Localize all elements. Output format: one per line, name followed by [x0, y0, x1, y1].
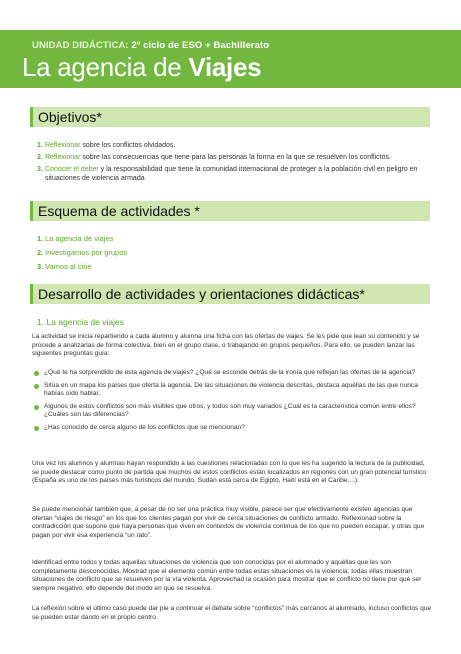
body-paragraph: Identificad entre todos y todas aquellas situaciones de violencia que son conocidas por el alumnado y aquéllas que les son completamente desconocidas. Mostrad que el elemento común entre todas estas situaciones es la violencia; todas ellas muestran situaciones de conflicto que se resuelven por la vía violenta. Aprovechad la ocasión para mostrar que el conflicto no tiene por qué ser siempre negativo; ello depende del modo en que se resuelva. — [32, 559, 422, 592]
activity-subheading: 1. La agencia de viajes — [37, 317, 124, 327]
bullet-dot-icon — [34, 426, 39, 431]
unit-banner — [0, 30, 461, 88]
body-paragraph: Se puede mencionar también que, a pesar de no ser una práctica muy visible, parece ser que efectivamente existen agencias que ofertan “viajes de riesgo” en los que los clientes pagan por vivir de cerca situaciones de conflicto armado. Reflexionad sobre la contradicción que supone que haya personas que viven en contextos de violencia continua de los que no pueden escapar, y otras que pagan por vivir esa experiencia “un rato”. — [32, 506, 425, 539]
unit-subtitle: UNIDAD DIDÁCTICA: 2º ciclo de ESO + Bachillerato — [32, 40, 270, 51]
page-title: La agencia de Viajes — [22, 52, 262, 82]
list-item: Algunos de estos conflictos son más visibles que otros, y todos son muy variados ¿Cuál es la característica común entre ellos? ¿Cuáles son las diferencias? — [32, 403, 432, 420]
objetivos-list — [37, 141, 437, 186]
body-paragraph: La reflexión sobre el último caso puede dar pie a continuar el debate sobre “conflictos” más cercanos al alumnado, incluso conflictos que se pueden estar dando en el propio centro. — [32, 605, 432, 621]
esquema-list — [37, 234, 437, 276]
list-item: 1. Reflexionar sobre los conflictos olvidados. — [37, 142, 176, 149]
list-item: ¿Has conocido de cerca alguno de los conflictos que se mencionan? — [32, 424, 432, 433]
intro-paragraph: La actividad se inicia repartiendo a cada alumno y alumna una ficha con las ofertas de viajes. Se les pide que lean su contenido y se procede a analizarlas de forma colectiva, bien en el grupo clase, o trabajando en grupos pequeños. Para ello, se pueden lanzar las siguientes preguntas guía: — [32, 333, 420, 358]
section-desarrollo-header — [30, 284, 430, 304]
list-item: 3. Conocer el deber y la responsabilidad que tiene la comunidad internacional de proteger a la población civil en peligro en situaciones de violencia armada — [37, 166, 418, 182]
section-heading: Desarrollo de actividades y orientaciones didácticas* — [38, 286, 365, 302]
section-objetivos-header — [30, 107, 430, 127]
bullet-dot-icon — [34, 371, 39, 376]
list-item: 2. Reflexionar sobre las consecuencias que tiene para las personas la forma en la que se resuelven los conflictos. — [37, 154, 391, 161]
bullet-dot-icon — [34, 384, 39, 389]
section-esquema-header — [30, 201, 430, 221]
list-item: 2. Investigamos por grupos — [37, 248, 128, 257]
section-heading: Objetivos* — [38, 109, 102, 125]
bullet-dot-icon — [34, 405, 39, 410]
list-item: 1. La agencia de viajes — [37, 234, 114, 243]
body-paragraph: Una vez los alumnos y alumnas hayan respondido a las cuestiones relacionadas con lo que les ha sugerido la lectura de la publicidad, se puede destacar como punto de partida que muchos de estos conflictos están localizados en regiones con un gran potencial turístico (España es uno de los países más turísticos del mundo, Sudán está cerca de Egipto, Haití está en el Caribe,...). — [32, 460, 427, 485]
list-item: ¿Qué te ha sorprendido de esta agencia de viajes? ¿Qué se esconde detrás de la ironía que reflejan las ofertas de la agencia? — [32, 369, 432, 378]
guide-questions-list — [32, 369, 432, 437]
list-item: 3. Vamos al cine — [37, 262, 92, 271]
section-heading: Esquema de actividades * — [38, 203, 200, 219]
list-item: Sitúa en un mapa los países que oferta la agencia. De las situaciones de violencia descritas, destaca aquéllas de las que nunca habías oído hablar. — [32, 382, 432, 399]
